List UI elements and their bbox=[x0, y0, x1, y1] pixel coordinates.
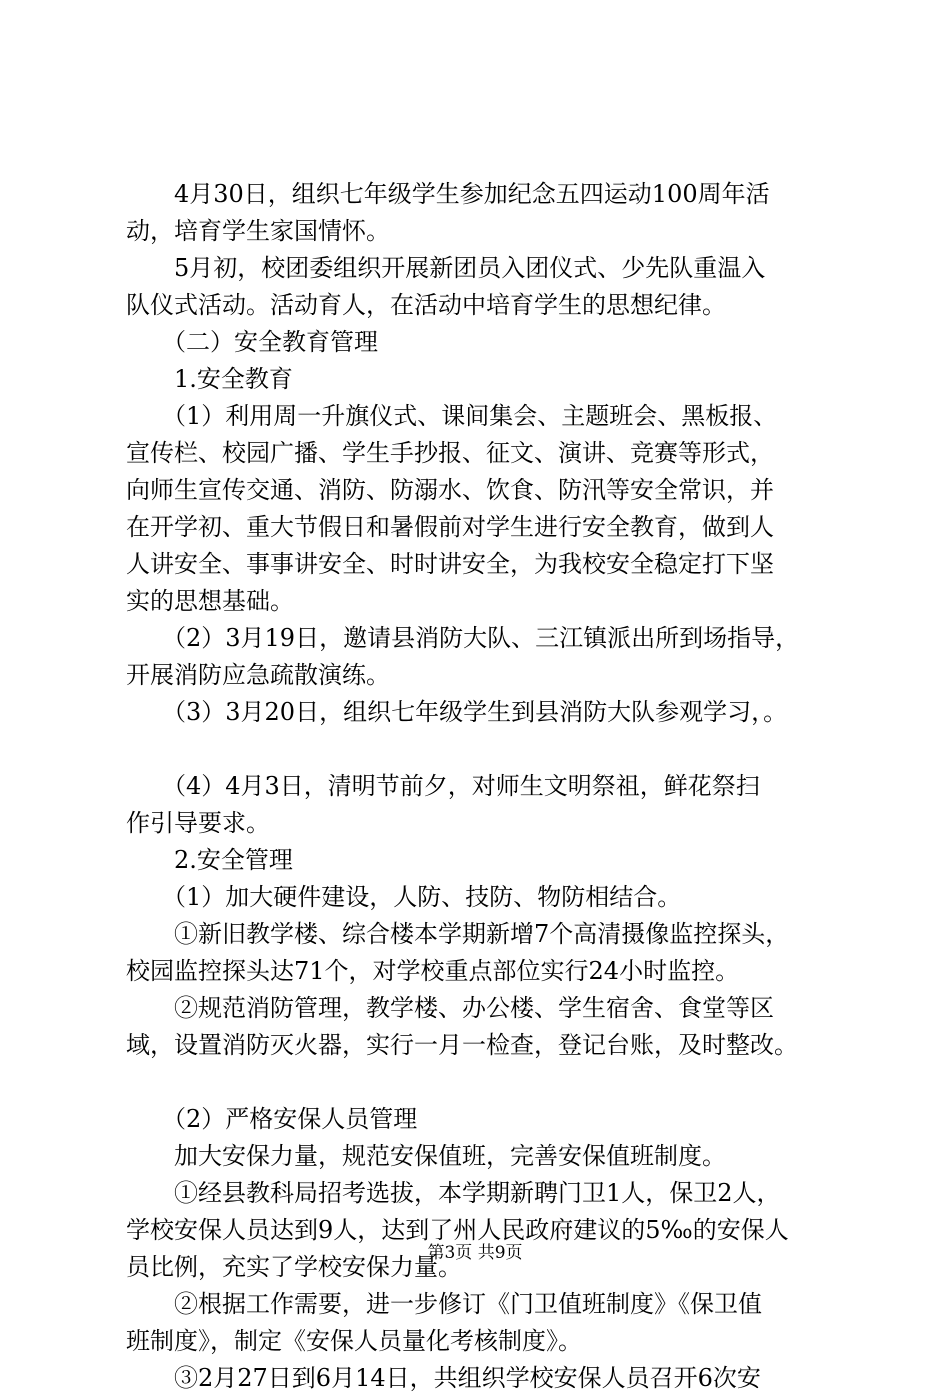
text-line: 宣传栏、校园广播、学生手抄报、征文、演讲、竞赛等形式， bbox=[126, 439, 774, 467]
text-line: 员比例，充实了学校安保力量。 bbox=[126, 1253, 462, 1281]
text-line: ①新旧教学楼、综合楼本学期新增7个高清摄像监控探头， bbox=[126, 920, 790, 948]
text-line: 域，设置消防灭火器，实行一月一检查，登记台账，及时整改。 bbox=[126, 1031, 798, 1059]
text-line: 在开学初、重大节假日和暑假前对学生进行安全教育，做到人 bbox=[126, 513, 774, 541]
text-line: （二）安全教育管理 bbox=[126, 328, 378, 356]
text-line: （2）严格安保人员管理 bbox=[126, 1105, 418, 1133]
text-line: 4月30日，组织七年级学生参加纪念五四运动100周年活 bbox=[126, 180, 770, 208]
text-line: （2）3月19日，邀请县消防大队、三江镇派出所到场指导， bbox=[126, 624, 800, 652]
text-line: 开展消防应急疏散演练。 bbox=[126, 661, 390, 689]
blank-line bbox=[126, 1064, 848, 1101]
text-line: 向师生宣传交通、消防、防溺水、饮食、防汛等安全常识，并 bbox=[126, 476, 774, 504]
text-line: （3）3月20日，组织七年级学生到县消防大队参观学习，。 bbox=[126, 698, 788, 726]
text-line: 实的思想基础。 bbox=[126, 587, 294, 615]
text-line: 队仪式活动。活动育人，在活动中培育学生的思想纪律。 bbox=[126, 291, 726, 319]
page-footer: 第3页 共9页 bbox=[427, 1243, 523, 1263]
text-line: 加大安保力量，规范安保值班，完善安保值班制度。 bbox=[126, 1142, 726, 1170]
text-line: 5月初，校团委组织开展新团员入团仪式、少先队重温入 bbox=[126, 254, 766, 282]
blank-line bbox=[126, 731, 848, 768]
text-line: 动，培育学生家国情怀。 bbox=[126, 217, 390, 245]
text-line: 学校安保人员达到9人，达到了州人民政府建议的5‰的安保人 bbox=[126, 1216, 789, 1244]
text-line: 2.安全管理 bbox=[126, 846, 293, 874]
text-line: ②根据工作需要，进一步修订《门卫值班制度》《保卫值 bbox=[126, 1290, 762, 1318]
text-line: ③2月27日到6月14日，共组织学校安保人员召开6次安 bbox=[126, 1364, 761, 1392]
text-line: 作引导要求。 bbox=[126, 809, 270, 837]
text-line: 班制度》，制定《安保人员量化考核制度》。 bbox=[126, 1327, 582, 1355]
text-line: （1）加大硬件建设，人防、技防、物防相结合。 bbox=[126, 883, 682, 911]
text-line: ②规范消防管理，教学楼、办公楼、学生宿舍、食堂等区 bbox=[126, 994, 774, 1022]
text-line: 校园监控探头达71个，对学校重点部位实行24小时监控。 bbox=[126, 957, 740, 985]
text-line: ①经县教科局招考选拔，本学期新聘门卫1人，保卫2人， bbox=[126, 1179, 781, 1207]
text-line: （1）利用周一升旗仪式、课间集会、主题班会、黑板报、 bbox=[126, 402, 778, 430]
text-line: （4）4月3日，清明节前夕，对师生文明祭祖，鲜花祭扫 bbox=[126, 772, 760, 800]
text-line: 1.安全教育 bbox=[126, 365, 293, 393]
text-line: 人讲安全、事事讲安全、时时讲安全，为我校安全稳定打下坚 bbox=[126, 550, 774, 578]
document-body bbox=[126, 176, 848, 1397]
